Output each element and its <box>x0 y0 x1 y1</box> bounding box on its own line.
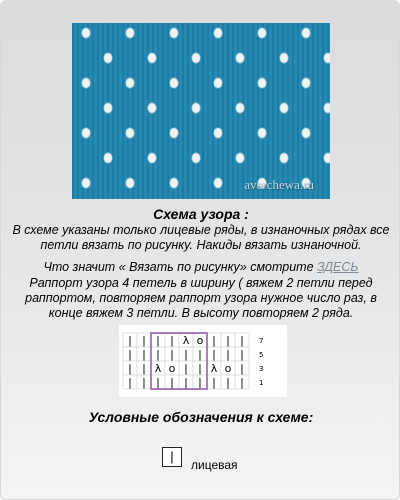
chart-symbol: | <box>156 348 160 361</box>
repeat-description: Раппорт узора 4 петель в ширину ( вяжем 2 петли перед раппортом, повторяем раппорт узора нужное число раз, в конце вяжем 3 петли. В высоту повторяем 2 ряда. <box>25 276 377 320</box>
chart-symbol: | <box>156 334 160 347</box>
row-number: 1 <box>259 379 264 387</box>
chart-symbol: | <box>198 348 202 361</box>
chart-symbol: o <box>224 362 232 375</box>
chart-symbol: λ <box>154 362 162 375</box>
chart-symbol: | <box>240 376 244 389</box>
row-number: 5 <box>259 351 264 359</box>
chart-symbol: | <box>128 376 132 389</box>
chart-symbol: | <box>240 334 244 347</box>
chart-symbol: | <box>170 348 174 361</box>
chart-symbol: | <box>128 348 132 361</box>
chart-symbol: | <box>198 376 202 389</box>
chart-symbol: | <box>184 362 188 375</box>
chart-symbol: o <box>196 334 204 347</box>
knit-stitch-label: лицевая <box>191 458 238 472</box>
chart-symbol: | <box>226 348 230 361</box>
legend-heading: Условные обозначения к схеме: <box>88 409 314 425</box>
chart-symbol: | <box>240 348 244 361</box>
scheme-heading: Схема узора : <box>153 206 249 222</box>
scheme-instructions: В схеме указаны только лицевые ряды, в изнаночных рядах все петли вязать по рисунку. Накиды вязать изнаночной. <box>12 223 390 252</box>
chart-symbol: | <box>142 348 146 361</box>
chart-symbol: | <box>142 362 146 375</box>
chart-symbol: | <box>184 348 188 361</box>
knit-stitch-symbol: | <box>162 447 182 467</box>
chart-symbol: | <box>212 334 216 347</box>
chart-symbol: o <box>168 362 176 375</box>
chart-symbol: λ <box>210 362 218 375</box>
chart-symbol: | <box>142 376 146 389</box>
chart-symbol: | <box>212 376 216 389</box>
knitting-chart <box>119 325 287 397</box>
chart-symbol: | <box>226 376 230 389</box>
knitting-photo <box>72 23 330 199</box>
row-number: 7 <box>259 337 264 345</box>
chart-symbol: | <box>142 334 146 347</box>
chart-symbol: | <box>184 376 188 389</box>
photo-watermark: averchewa.ru <box>244 177 314 192</box>
pattern-help-text: Что значит « Вязать по рисунку» смотрите <box>43 260 317 274</box>
chart-symbol: | <box>170 376 174 389</box>
chart-symbol: | <box>212 348 216 361</box>
chart-symbol: λ <box>182 334 190 347</box>
chart-symbol: | <box>240 362 244 375</box>
pattern-help-line <box>9 260 393 275</box>
chart-symbol: | <box>128 334 132 347</box>
chart-symbol: | <box>226 334 230 347</box>
here-link[interactable]: ЗДЕСЬ <box>317 260 359 274</box>
chart-symbol: | <box>198 362 202 375</box>
chart-symbol: | <box>128 362 132 375</box>
chart-symbol: | <box>170 334 174 347</box>
row-number: 3 <box>259 365 264 373</box>
chart-symbol: | <box>156 376 160 389</box>
